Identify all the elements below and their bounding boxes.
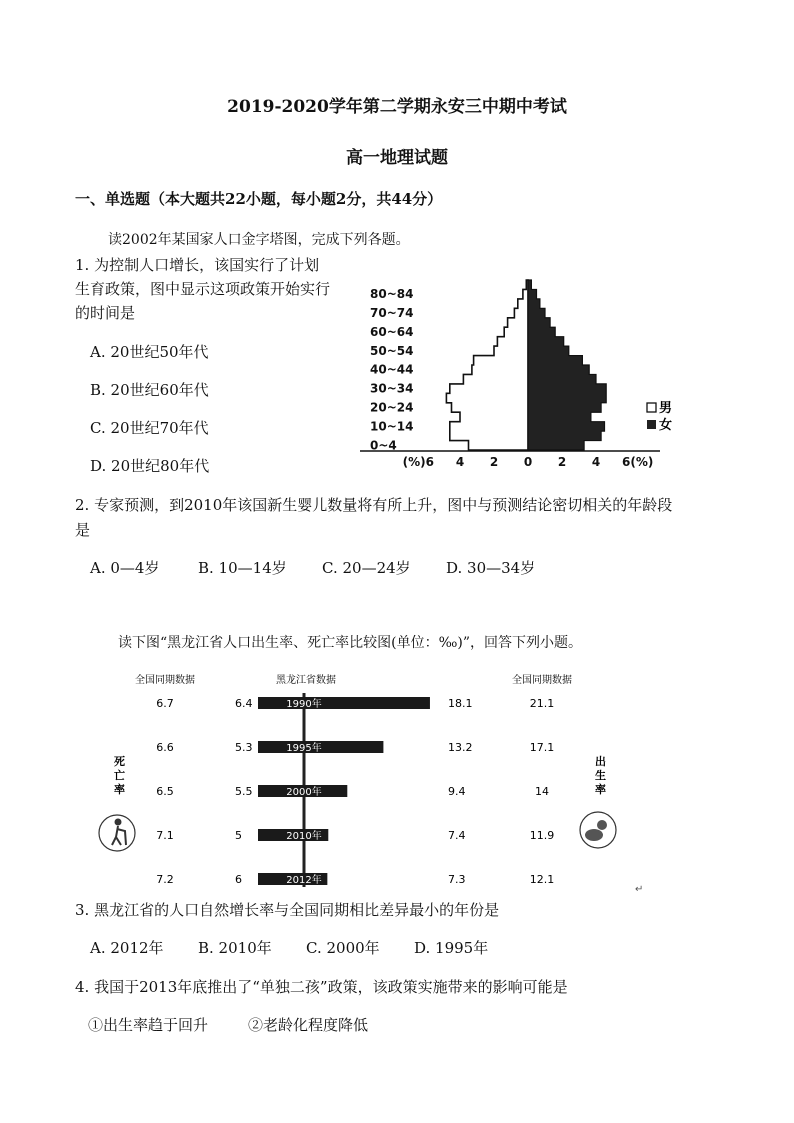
q1-option-b: B. 20世纪60年代	[90, 381, 209, 399]
national-death-value: 7.1	[156, 829, 174, 842]
national-death-value: 6.5	[156, 785, 174, 798]
age-tick-label: 0~4	[370, 438, 397, 453]
header-national-left: 全国同期数据	[135, 675, 195, 686]
national-death-value: 7.2	[156, 873, 174, 886]
q3-text: 3. 黑龙江省的人口自然增长率与全国同期相比差异最小的年份是	[75, 901, 500, 919]
q2-option-b: B. 10—14岁	[198, 559, 287, 577]
x-tick-label: 2	[489, 455, 499, 469]
q2-line2: 是	[75, 521, 91, 539]
age-tick-label: 20~24	[370, 400, 414, 415]
year-label: 1990年	[286, 699, 322, 710]
national-death-value: 6.6	[156, 741, 174, 754]
national-birth-value: 17.1	[529, 741, 555, 754]
q3-option-b: B. 2010年	[198, 939, 272, 957]
birth-rate-label: 出生率	[595, 755, 606, 796]
q4-text: 4. 我国于2013年底推出了“单独二孩”政策，该政策实施带来的影响可能是	[75, 978, 568, 996]
heilongjiang-death-value: 5.5	[235, 785, 253, 798]
legend-female-label: 女	[659, 418, 673, 433]
heilongjiang-death-value: 6.4	[235, 697, 253, 710]
age-tick-label: 10~14	[370, 419, 414, 434]
q1-line1: 1. 为控制人口增长，该国实行了计划	[75, 256, 320, 274]
exam-title: 2019-2020学年第二学期永安三中期中考试	[227, 97, 567, 117]
heilongjiang-birth-value: 18.1	[448, 697, 473, 710]
legend-male-swatch	[647, 403, 656, 412]
death-rate-label: 死亡率	[114, 755, 125, 796]
age-tick-label: 40~44	[370, 362, 414, 377]
x-tick-label: 4	[455, 455, 465, 469]
q3-option-c: C. 2000年	[306, 939, 380, 957]
heilongjiang-birth-bar	[258, 697, 430, 709]
age-tick-label: 50~54	[370, 343, 414, 358]
q1-option-d: D. 20世纪80年代	[90, 457, 210, 475]
q2-option-a: A. 0—4岁	[90, 559, 160, 577]
pyramid-legend	[647, 401, 672, 433]
national-birth-value: 14	[535, 785, 549, 798]
heilongjiang-death-value: 6	[235, 873, 242, 886]
heilongjiang-birth-value: 13.2	[448, 741, 473, 754]
national-death-value: 6.7	[156, 697, 174, 710]
heilongjiang-birth-value: 9.4	[448, 785, 466, 798]
population-pyramid-chart	[360, 272, 700, 472]
national-birth-value: 11.9	[529, 829, 555, 842]
year-label: 2012年	[286, 875, 322, 886]
national-birth-value: 12.1	[529, 873, 555, 886]
legend-female-swatch	[647, 420, 656, 429]
x-tick-label: 6(%)	[622, 455, 654, 469]
return-mark: ↵	[635, 884, 644, 895]
heilongjiang-birth-value: 7.3	[448, 873, 466, 886]
age-tick-label: 30~34	[370, 381, 414, 396]
baby-icon	[580, 812, 616, 848]
national-birth-value: 21.1	[529, 697, 555, 710]
legend-male-label: 男	[659, 401, 673, 416]
q2-line1: 2. 专家预测，到2010年该国新生婴儿数量将有所上升，图中与预测结论密切相关的年龄段	[75, 496, 673, 514]
elderly-icon	[99, 815, 135, 851]
q3-option-a: A. 2012年	[90, 939, 164, 957]
x-tick-label: (%)6	[402, 455, 434, 469]
header-national-right: 全国同期数据	[512, 675, 572, 686]
heilongjiang-birth-value: 7.4	[448, 829, 466, 842]
birth-death-rate-chart	[90, 665, 650, 895]
section-heading: 一、单选题（本大题共22小题，每小题2分，共44分）	[75, 190, 443, 208]
q3-option-d: D. 1995年	[414, 939, 489, 957]
q1-line3: 的时间是	[75, 304, 136, 322]
x-tick-label: 4	[591, 455, 601, 469]
year-label: 1995年	[286, 743, 322, 754]
exam-subtitle: 高一地理试题	[346, 148, 448, 168]
q4-statement-1: ①出生率趋于回升	[88, 1016, 209, 1034]
q1-line2: 生育政策，图中显示这项政策开始实行	[75, 280, 331, 298]
q2-option-d: D. 30—34岁	[446, 559, 536, 577]
age-tick-label: 70~74	[370, 306, 414, 321]
heilongjiang-death-value: 5.3	[235, 741, 253, 754]
q4-statement-2: ②老龄化程度降低	[248, 1016, 369, 1034]
q1-option-a: A. 20世纪50年代	[90, 343, 209, 361]
q2-option-c: C. 20—24岁	[322, 559, 411, 577]
header-heilongjiang: 黑龙江省数据	[276, 675, 336, 686]
year-label: 2010年	[286, 831, 322, 842]
year-label: 2000年	[286, 787, 322, 798]
intro-heilongjiang: 读下图“黑龙江省人口出生率、死亡率比较图(单位：‰)”，回答下列小题。	[118, 635, 583, 651]
heilongjiang-death-value: 5	[235, 829, 242, 842]
q1-option-c: C. 20世纪70年代	[90, 419, 209, 437]
x-tick-label: 2	[557, 455, 567, 469]
x-tick-label: 0	[523, 455, 533, 469]
intro-pyramid: 读2002年某国家人口金字塔图，完成下列各题。	[108, 232, 410, 248]
age-tick-label: 60~64	[370, 324, 414, 339]
female-series	[528, 280, 606, 450]
age-tick-label: 80~84	[370, 287, 414, 302]
male-series	[446, 280, 528, 450]
